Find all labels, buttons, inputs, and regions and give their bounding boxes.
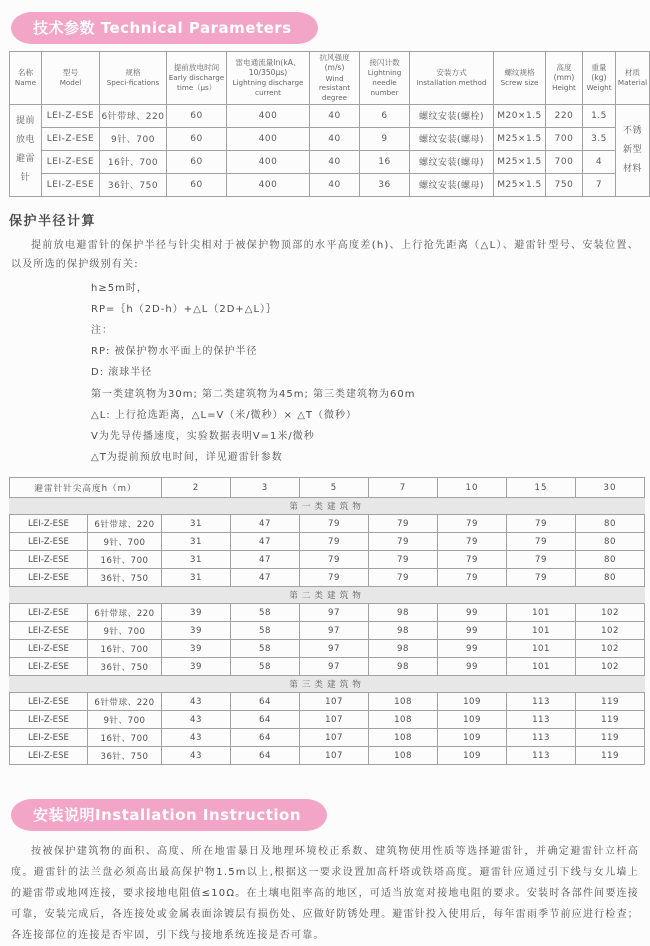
cell: 9针、700: [88, 622, 162, 640]
params-row: [10, 150, 650, 173]
cell: 16针、700: [88, 551, 162, 569]
formula-line: RP: 被保护物水平面上的保护半径: [91, 346, 258, 358]
cell: 47: [231, 533, 300, 551]
cell: 64: [231, 747, 300, 765]
height-cell: 3: [231, 478, 300, 498]
cell: 40: [310, 127, 360, 150]
cell: LEI-Z-ESE: [42, 127, 100, 150]
cell: M25×1.5: [494, 127, 546, 150]
cell: 40: [310, 173, 360, 196]
cell: LEI-Z-ESE: [42, 173, 100, 196]
height-label-cell: 避雷针针尖高度h（m）: [10, 478, 162, 498]
cell: 400: [227, 104, 310, 127]
cell: 98: [369, 604, 438, 622]
cell: 107: [300, 711, 369, 729]
radius-calc-formulas: [91, 278, 641, 469]
cell: 79: [369, 515, 438, 533]
formula-line: △T为提前预放电时间，详见避雷针参数: [91, 452, 283, 464]
col-header-material: 材质 Material: [616, 52, 650, 105]
height-cell: 30: [576, 478, 645, 498]
params-row: [10, 127, 650, 150]
cell: 58: [231, 622, 300, 640]
cell: 97: [300, 604, 369, 622]
radius-row: [10, 604, 645, 622]
height-cell: 2: [162, 478, 231, 498]
cell: 119: [576, 711, 645, 729]
cell: 40: [310, 150, 360, 173]
cell: LEI-Z-ESE: [42, 104, 100, 127]
formula-line: 第一类建筑物为30m; 第二类建筑物为45m; 第三类建筑物为60m: [91, 388, 416, 400]
cell: M25×1.5: [494, 173, 546, 196]
cell: 60: [167, 173, 227, 196]
cell: 16针、700: [88, 729, 162, 747]
cell: LEI-Z-ESE: [10, 533, 88, 551]
cell: LEI-Z-ESE: [10, 515, 88, 533]
cell: 39: [162, 640, 231, 658]
cell: 6针带球、220: [88, 693, 162, 711]
formula-line: D: 滚球半径: [91, 367, 153, 379]
cell: LEI-Z-ESE: [10, 640, 88, 658]
cell: 109: [438, 693, 507, 711]
cell: 98: [369, 622, 438, 640]
cell: 101: [507, 640, 576, 658]
cell: 102: [576, 658, 645, 676]
cell: 螺纹安装(螺母): [410, 173, 494, 196]
cell: 58: [231, 604, 300, 622]
radius-row: [10, 622, 645, 640]
cell: 16针、700: [100, 150, 167, 173]
cell: 43: [162, 729, 231, 747]
cell: 36针、750: [88, 658, 162, 676]
cell: LEI-Z-ESE: [10, 711, 88, 729]
cell: 80: [576, 569, 645, 587]
cell: 31: [162, 533, 231, 551]
params-row: [10, 104, 650, 127]
cell: 9: [360, 127, 410, 150]
cell: 36针、750: [88, 569, 162, 587]
cell: 螺纹安装(螺栓): [410, 104, 494, 127]
height-cell: 10: [438, 478, 507, 498]
radius-row: [10, 551, 645, 569]
category-band: [10, 587, 645, 604]
col-header-model: 型号 Model: [42, 52, 100, 105]
cell: 109: [438, 729, 507, 747]
cell: 107: [300, 747, 369, 765]
cell: 6针带球、220: [100, 104, 167, 127]
formula-line: △L: 上行抢选距离，△L=V（米/微秒）× △T（微秒）: [91, 409, 358, 421]
cell: 58: [231, 640, 300, 658]
material-cell: 不锈新型材料: [616, 104, 650, 196]
cell: 39: [162, 658, 231, 676]
cell: LEI-Z-ESE: [10, 604, 88, 622]
col-header-height: 高度(mm) Height: [546, 52, 583, 105]
cell: 99: [438, 640, 507, 658]
cell: 36针、750: [88, 747, 162, 765]
cell: 107: [300, 729, 369, 747]
cell: 4: [583, 150, 616, 173]
cell: 31: [162, 515, 231, 533]
cell: M20×1.5: [494, 104, 546, 127]
cell: 9针、700: [88, 533, 162, 551]
cell: 6针带球、220: [88, 515, 162, 533]
cell: 58: [231, 658, 300, 676]
cell: 113: [507, 711, 576, 729]
cell: 119: [576, 729, 645, 747]
cell: 64: [231, 693, 300, 711]
cell: 102: [576, 604, 645, 622]
cell: 108: [369, 711, 438, 729]
col-header-discharge-time: 提前放电时间 Early discharge time（μs）: [167, 52, 227, 105]
product-name-cell: 提前放电避雷针: [10, 104, 42, 196]
installation-instruction-text: 按被保护建筑物的面积、高度、所在地雷暴日及地理环境校正系数、建筑物使用性质等选择避雷针，并确定避雷针立杆高度。避雷针的法兰盘必须高出最高保护物1.5m以上,根据这一要求设置加高杆塔或铁塔高度。避雷针应通过引下线与女儿墙上的避雷带或地网连接，要求接地电阻值≤10Ω。在土壤电阻率高的地区，可适当放宽对接地电阻的要求。安装时各部件间要连接可靠，安装完成后，各连接处或金属表面涂镀层有损伤处、应做好防锈处理。避雷针投入使用后，每年雷雨季节前应进行检查；各连接部位的连接是否牢固，引下线与接地系统连接是否可靠。: [11, 846, 639, 942]
cell: 109: [438, 747, 507, 765]
cell: 64: [231, 711, 300, 729]
cell: 47: [231, 515, 300, 533]
cell: 97: [300, 658, 369, 676]
cell: 43: [162, 693, 231, 711]
cell: 400: [227, 127, 310, 150]
category-label: 第一类建筑物: [10, 498, 645, 515]
cell: 9针、700: [100, 127, 167, 150]
height-cell: 5: [300, 478, 369, 498]
params-row: [10, 173, 650, 196]
cell: 108: [369, 729, 438, 747]
radius-row: [10, 693, 645, 711]
cell: 108: [369, 747, 438, 765]
installation-instruction-banner: 安装说明Installation Instruction: [11, 799, 327, 831]
cell: M25×1.5: [494, 150, 546, 173]
cell: 101: [507, 604, 576, 622]
category-band: [10, 498, 645, 515]
cell: 99: [438, 658, 507, 676]
cell: 16针、700: [88, 640, 162, 658]
cell: 79: [438, 569, 507, 587]
cell: 79: [438, 533, 507, 551]
cell: 6针带球、220: [88, 604, 162, 622]
radius-calc-intro: 提前放电避雷针的保护半径与针尖相对于被保护物顶部的水平高度差(h)、上行抢先距离（△L）、避雷针型号、安装位置、以及所选的保护级别有关:: [11, 239, 639, 270]
radius-row: [10, 515, 645, 533]
cell: 80: [576, 551, 645, 569]
cell: 60: [167, 127, 227, 150]
height-cell: 15: [507, 478, 576, 498]
cell: 700: [546, 150, 583, 173]
col-header-wind: 抗风强度(m/s) Wind resistant degree: [310, 52, 360, 105]
radius-calc-title: 保护半径计算: [9, 213, 97, 229]
cell: LEI-Z-ESE: [10, 551, 88, 569]
cell: 7: [583, 173, 616, 196]
cell: 36针、750: [100, 173, 167, 196]
cell: 113: [507, 693, 576, 711]
cell: 9针、700: [88, 711, 162, 729]
cell: 101: [507, 622, 576, 640]
cell: 102: [576, 622, 645, 640]
cell: 79: [300, 533, 369, 551]
radius-row: [10, 729, 645, 747]
category-label: 第二类建筑物: [10, 587, 645, 604]
cell: 60: [167, 104, 227, 127]
cell: 108: [369, 693, 438, 711]
category-label: 第三类建筑物: [10, 676, 645, 693]
cell: 119: [576, 747, 645, 765]
cell: 47: [231, 551, 300, 569]
cell: 3.5: [583, 127, 616, 150]
cell: 102: [576, 640, 645, 658]
radius-row: [10, 658, 645, 676]
cell: 99: [438, 604, 507, 622]
cell: LEI-Z-ESE: [10, 747, 88, 765]
col-header-spec: 规格 Speci-fications: [100, 52, 167, 105]
cell: 97: [300, 622, 369, 640]
cell: LEI-Z-ESE: [10, 622, 88, 640]
formula-line: V为先导传播速度，实验数据表明V=1米/微秒: [91, 430, 315, 442]
cell: 80: [576, 515, 645, 533]
formula-line: RP=｛h（2D-h）+△L（2D+△L）｝: [91, 303, 278, 315]
cell: 31: [162, 569, 231, 587]
radius-row: [10, 569, 645, 587]
cell: 750: [546, 173, 583, 196]
cell: 79: [507, 569, 576, 587]
cell: LEI-Z-ESE: [10, 729, 88, 747]
cell: 43: [162, 747, 231, 765]
cell: LEI-Z-ESE: [10, 693, 88, 711]
col-header-screw-size: 螺纹规格 Screw size: [494, 52, 546, 105]
cell: 80: [576, 533, 645, 551]
params-header-row: [10, 52, 650, 105]
cell: 107: [300, 693, 369, 711]
cell: 79: [300, 515, 369, 533]
radius-row: [10, 640, 645, 658]
col-header-discharge-current: 雷电通流量In(kA、10/350μs) Lightning discharge current: [227, 52, 310, 105]
radius-row: [10, 533, 645, 551]
height-cell: 7: [369, 478, 438, 498]
col-header-needle-number: 接闪计数 Lightning needle number: [360, 52, 410, 105]
technical-parameters-banner: 技术参数 Technical Parameters: [11, 12, 318, 44]
cell: 220: [546, 104, 583, 127]
cell: 109: [438, 711, 507, 729]
cell: 98: [369, 658, 438, 676]
cell: 1.5: [583, 104, 616, 127]
cell: 79: [438, 515, 507, 533]
cell: 36: [360, 173, 410, 196]
cell: 43: [162, 711, 231, 729]
radius-header-row: [10, 478, 645, 498]
cell: 400: [227, 173, 310, 196]
cell: LEI-Z-ESE: [42, 150, 100, 173]
cell: 79: [369, 569, 438, 587]
category-band: [10, 676, 645, 693]
cell: LEI-Z-ESE: [10, 569, 88, 587]
cell: 400: [227, 150, 310, 173]
cell: 47: [231, 569, 300, 587]
col-header-weight: 重量(kg) Weight: [583, 52, 616, 105]
technical-parameters-table: [9, 51, 650, 197]
cell: 79: [369, 533, 438, 551]
protection-radius-table: [9, 477, 645, 765]
cell: 98: [369, 640, 438, 658]
cell: 79: [507, 533, 576, 551]
formula-line: 注：: [91, 325, 113, 337]
cell: 79: [507, 551, 576, 569]
cell: 79: [438, 551, 507, 569]
cell: 101: [507, 658, 576, 676]
cell: 40: [310, 104, 360, 127]
cell: 113: [507, 729, 576, 747]
radius-row: [10, 711, 645, 729]
cell: 113: [507, 747, 576, 765]
col-header-name: 名称 Name: [10, 52, 42, 105]
cell: 31: [162, 551, 231, 569]
cell: 97: [300, 640, 369, 658]
cell: 64: [231, 729, 300, 747]
cell: 99: [438, 622, 507, 640]
cell: 700: [546, 127, 583, 150]
cell: 螺纹安装(螺母): [410, 150, 494, 173]
col-header-installation: 安装方式 Installation method: [410, 52, 494, 105]
cell: 79: [300, 551, 369, 569]
cell: 16: [360, 150, 410, 173]
cell: 39: [162, 622, 231, 640]
cell: 79: [300, 569, 369, 587]
radius-row: [10, 747, 645, 765]
cell: 39: [162, 604, 231, 622]
cell: 79: [507, 515, 576, 533]
cell: 60: [167, 150, 227, 173]
cell: 6: [360, 104, 410, 127]
cell: 79: [369, 551, 438, 569]
cell: 119: [576, 693, 645, 711]
formula-line: h≥5m时，: [91, 282, 148, 294]
cell: LEI-Z-ESE: [10, 658, 88, 676]
cell: 螺纹安装(螺母): [410, 127, 494, 150]
